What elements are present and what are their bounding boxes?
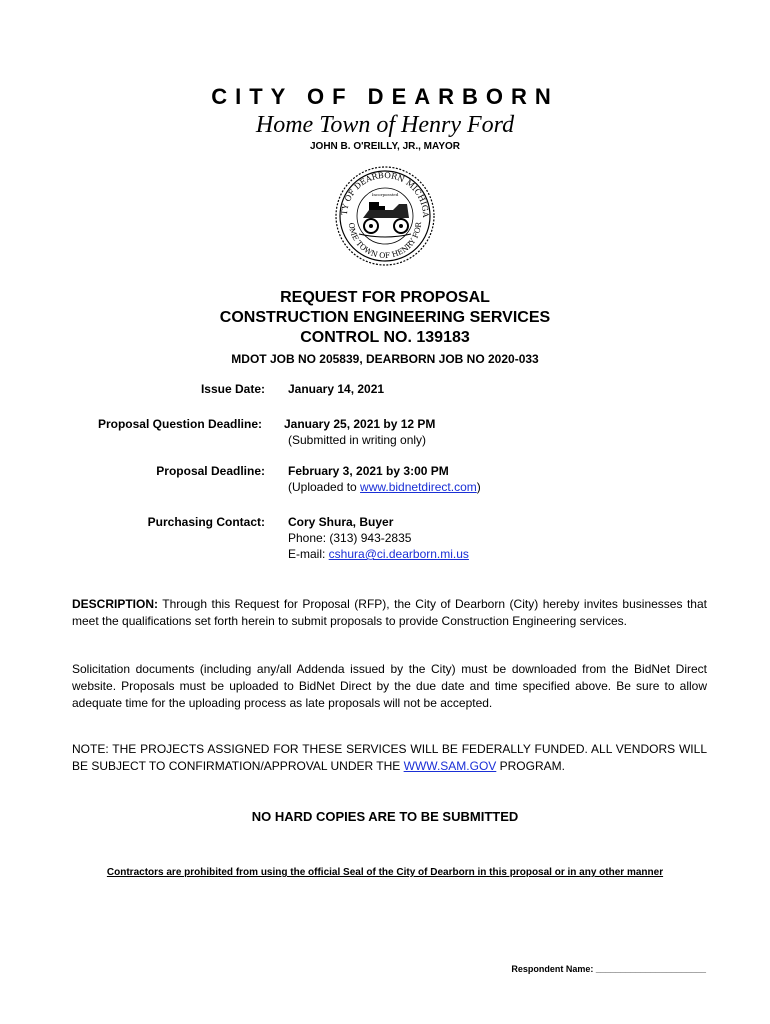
seal-prohibition-notice: Contractors are prohibited from using the official Seal of the City of Dearborn in this proposal or in any other manner <box>106 867 664 878</box>
issue-date-label: Issue Date: <box>200 382 265 396</box>
rfp-title-line2: CONSTRUCTION ENGINEERING SERVICES <box>219 309 551 326</box>
city-tagline: Home Town of Henry Ford <box>255 112 515 138</box>
bidnet-link[interactable]: www.bidnetdirect.com <box>360 480 477 494</box>
mayor-name: JOHN B. O'REILLY, JR., MAYOR <box>309 141 460 152</box>
no-hard-copies-notice: NO HARD COPIES ARE TO BE SUBMITTED <box>251 809 519 824</box>
proposal-deadline-label: Proposal Deadline: <box>156 464 265 478</box>
contact-phone: Phone: (313) 943-2835 <box>288 531 412 545</box>
sam-gov-link[interactable]: WWW.SAM.GOV <box>403 759 497 773</box>
seal-inner-text: Incorporated <box>371 192 399 197</box>
note-text-prefix: NOTE: THE PROJECTS ASSIGNED FOR THESE SERVICES WILL BE FEDERALLY FUNDED. ALL VENDORS WILL BE SUBJECT TO CONFIRMATION/APPROVAL UNDER THE <box>72 742 707 773</box>
contact-email <box>288 546 469 562</box>
solicitation-paragraph: Solicitation documents (including any/all Addenda issued by the City) must be downloaded from the BidNet Direct website. Proposals must be uploaded to BidNet Direct by the due date and time specified above. Be sure to allow adequate time for the uploading process as late proposals will not be accepted. <box>72 662 707 710</box>
job-number-line: MDOT JOB NO 205839, DEARBORN JOB NO 2020-033 <box>231 352 539 366</box>
city-seal <box>333 160 437 268</box>
description-text: Through this Request for Proposal (RFP), the City of Dearborn (City) hereby invites businesses that meet the qualifications set forth herein to submit proposals to provide Construction Engineering services. <box>72 597 707 628</box>
question-deadline-note: (Submitted in writing only) <box>288 433 427 447</box>
proposal-deadline-note-prefix: (Uploaded to <box>288 480 361 494</box>
rfp-title <box>0 288 770 348</box>
rfp-title-line3: CONTROL NO. 139183 <box>300 329 470 346</box>
proposal-deadline-value: February 3, 2021 by 3:00 PM <box>288 464 449 478</box>
contact-email-link[interactable]: cshura@ci.dearborn.mi.us <box>328 547 469 561</box>
description-paragraph <box>72 596 707 630</box>
question-deadline-value: January 25, 2021 by 12 PM <box>284 417 436 431</box>
rfp-title-line1: REQUEST FOR PROPOSAL <box>280 289 490 306</box>
question-deadline-label: Proposal Question Deadline: <box>97 417 262 431</box>
contact-name: Cory Shura, Buyer <box>288 515 394 529</box>
contact-email-prefix: E-mail: <box>288 547 329 561</box>
seal-top-text: TY OF DEARBORN MICHIGA <box>339 170 431 218</box>
proposal-deadline-note <box>288 479 481 495</box>
proposal-deadline-note-suffix: ) <box>476 480 481 494</box>
purchasing-contact-label: Purchasing Contact: <box>147 515 265 529</box>
city-title: CITY OF DEARBORN <box>211 84 559 109</box>
note-paragraph <box>72 741 707 775</box>
respondent-name-field[interactable]: Respondent Name: ______________________ <box>511 964 706 974</box>
issue-date-value: January 14, 2021 <box>288 382 385 396</box>
seal-bottom-text: OME TOWN OF HENRY FOR <box>346 221 424 261</box>
description-label: DESCRIPTION: <box>72 597 159 611</box>
note-text-suffix: PROGRAM. <box>496 759 565 773</box>
